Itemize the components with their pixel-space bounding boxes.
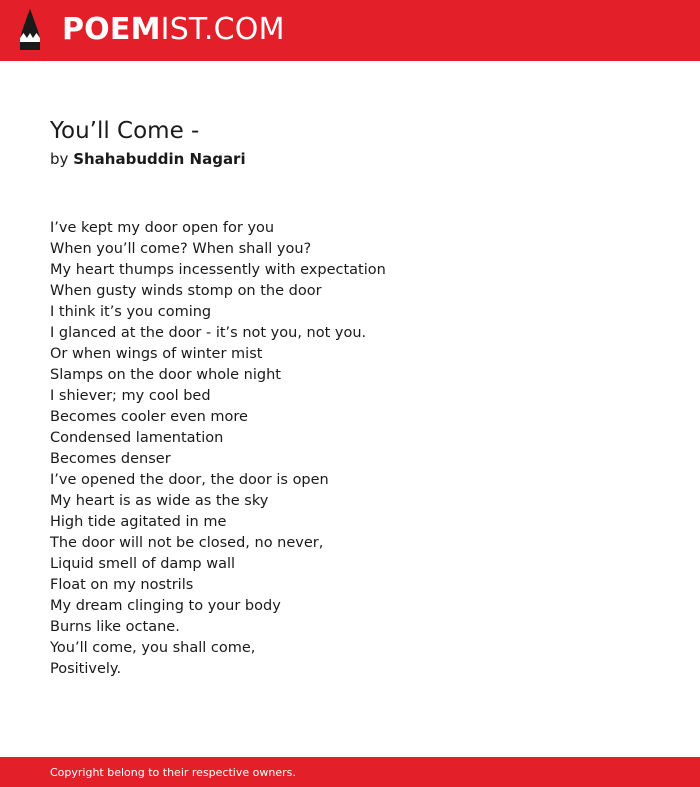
poem-line: Or when wings of winter mist [50, 346, 263, 362]
poem-line: Slamps on the door whole night [50, 367, 281, 383]
poem-line: When gusty winds stomp on the door [50, 283, 322, 299]
poem-line: You’ll come, you shall come, [50, 640, 256, 656]
poem-line: Float on my nostrils [50, 577, 194, 593]
poem-line: I’ve kept my door open for you [50, 220, 275, 236]
logo-brand-light: IST.COM [160, 12, 285, 47]
pencil-icon[interactable] [17, 8, 43, 52]
site-footer [0, 757, 700, 787]
poem-title: You’ll Come - [50, 118, 200, 144]
poem-line: I shiever; my cool bed [50, 388, 211, 404]
poem-line: I think it’s you coming [50, 304, 212, 320]
logo-brand-bold: POEM [62, 12, 161, 47]
poem-line: High tide agitated in me [50, 514, 227, 530]
poem-line: Burns like octane. [50, 619, 180, 635]
poem-line: When you’ll come? When shall you? [50, 241, 312, 257]
poem-body [50, 218, 386, 680]
poem-line: Becomes cooler even more [50, 409, 248, 425]
site-logo[interactable] [62, 11, 285, 49]
by-label: by [50, 150, 69, 168]
poem-line: I glanced at the door - it’s not you, not you. [50, 325, 367, 341]
poem-byline [50, 148, 246, 170]
poem-line: My heart thumps incessently with expectation [50, 262, 386, 278]
site-header [0, 0, 700, 61]
copyright-text: Copyright belong to their respective owners. [50, 766, 296, 779]
poem-line: Liquid smell of damp wall [50, 556, 236, 572]
poem-line: Condensed lamentation [50, 430, 224, 446]
poem-line: Positively. [50, 661, 122, 677]
poem-line: I’ve opened the door, the door is open [50, 472, 329, 488]
poem-line: My dream clinging to your body [50, 598, 281, 614]
poem-line: Becomes denser [50, 451, 171, 467]
poem-line: My heart is as wide as the sky [50, 493, 269, 509]
poem-author: Shahabuddin Nagari [73, 150, 246, 168]
poem-line: The door will not be closed, no never, [50, 535, 324, 551]
